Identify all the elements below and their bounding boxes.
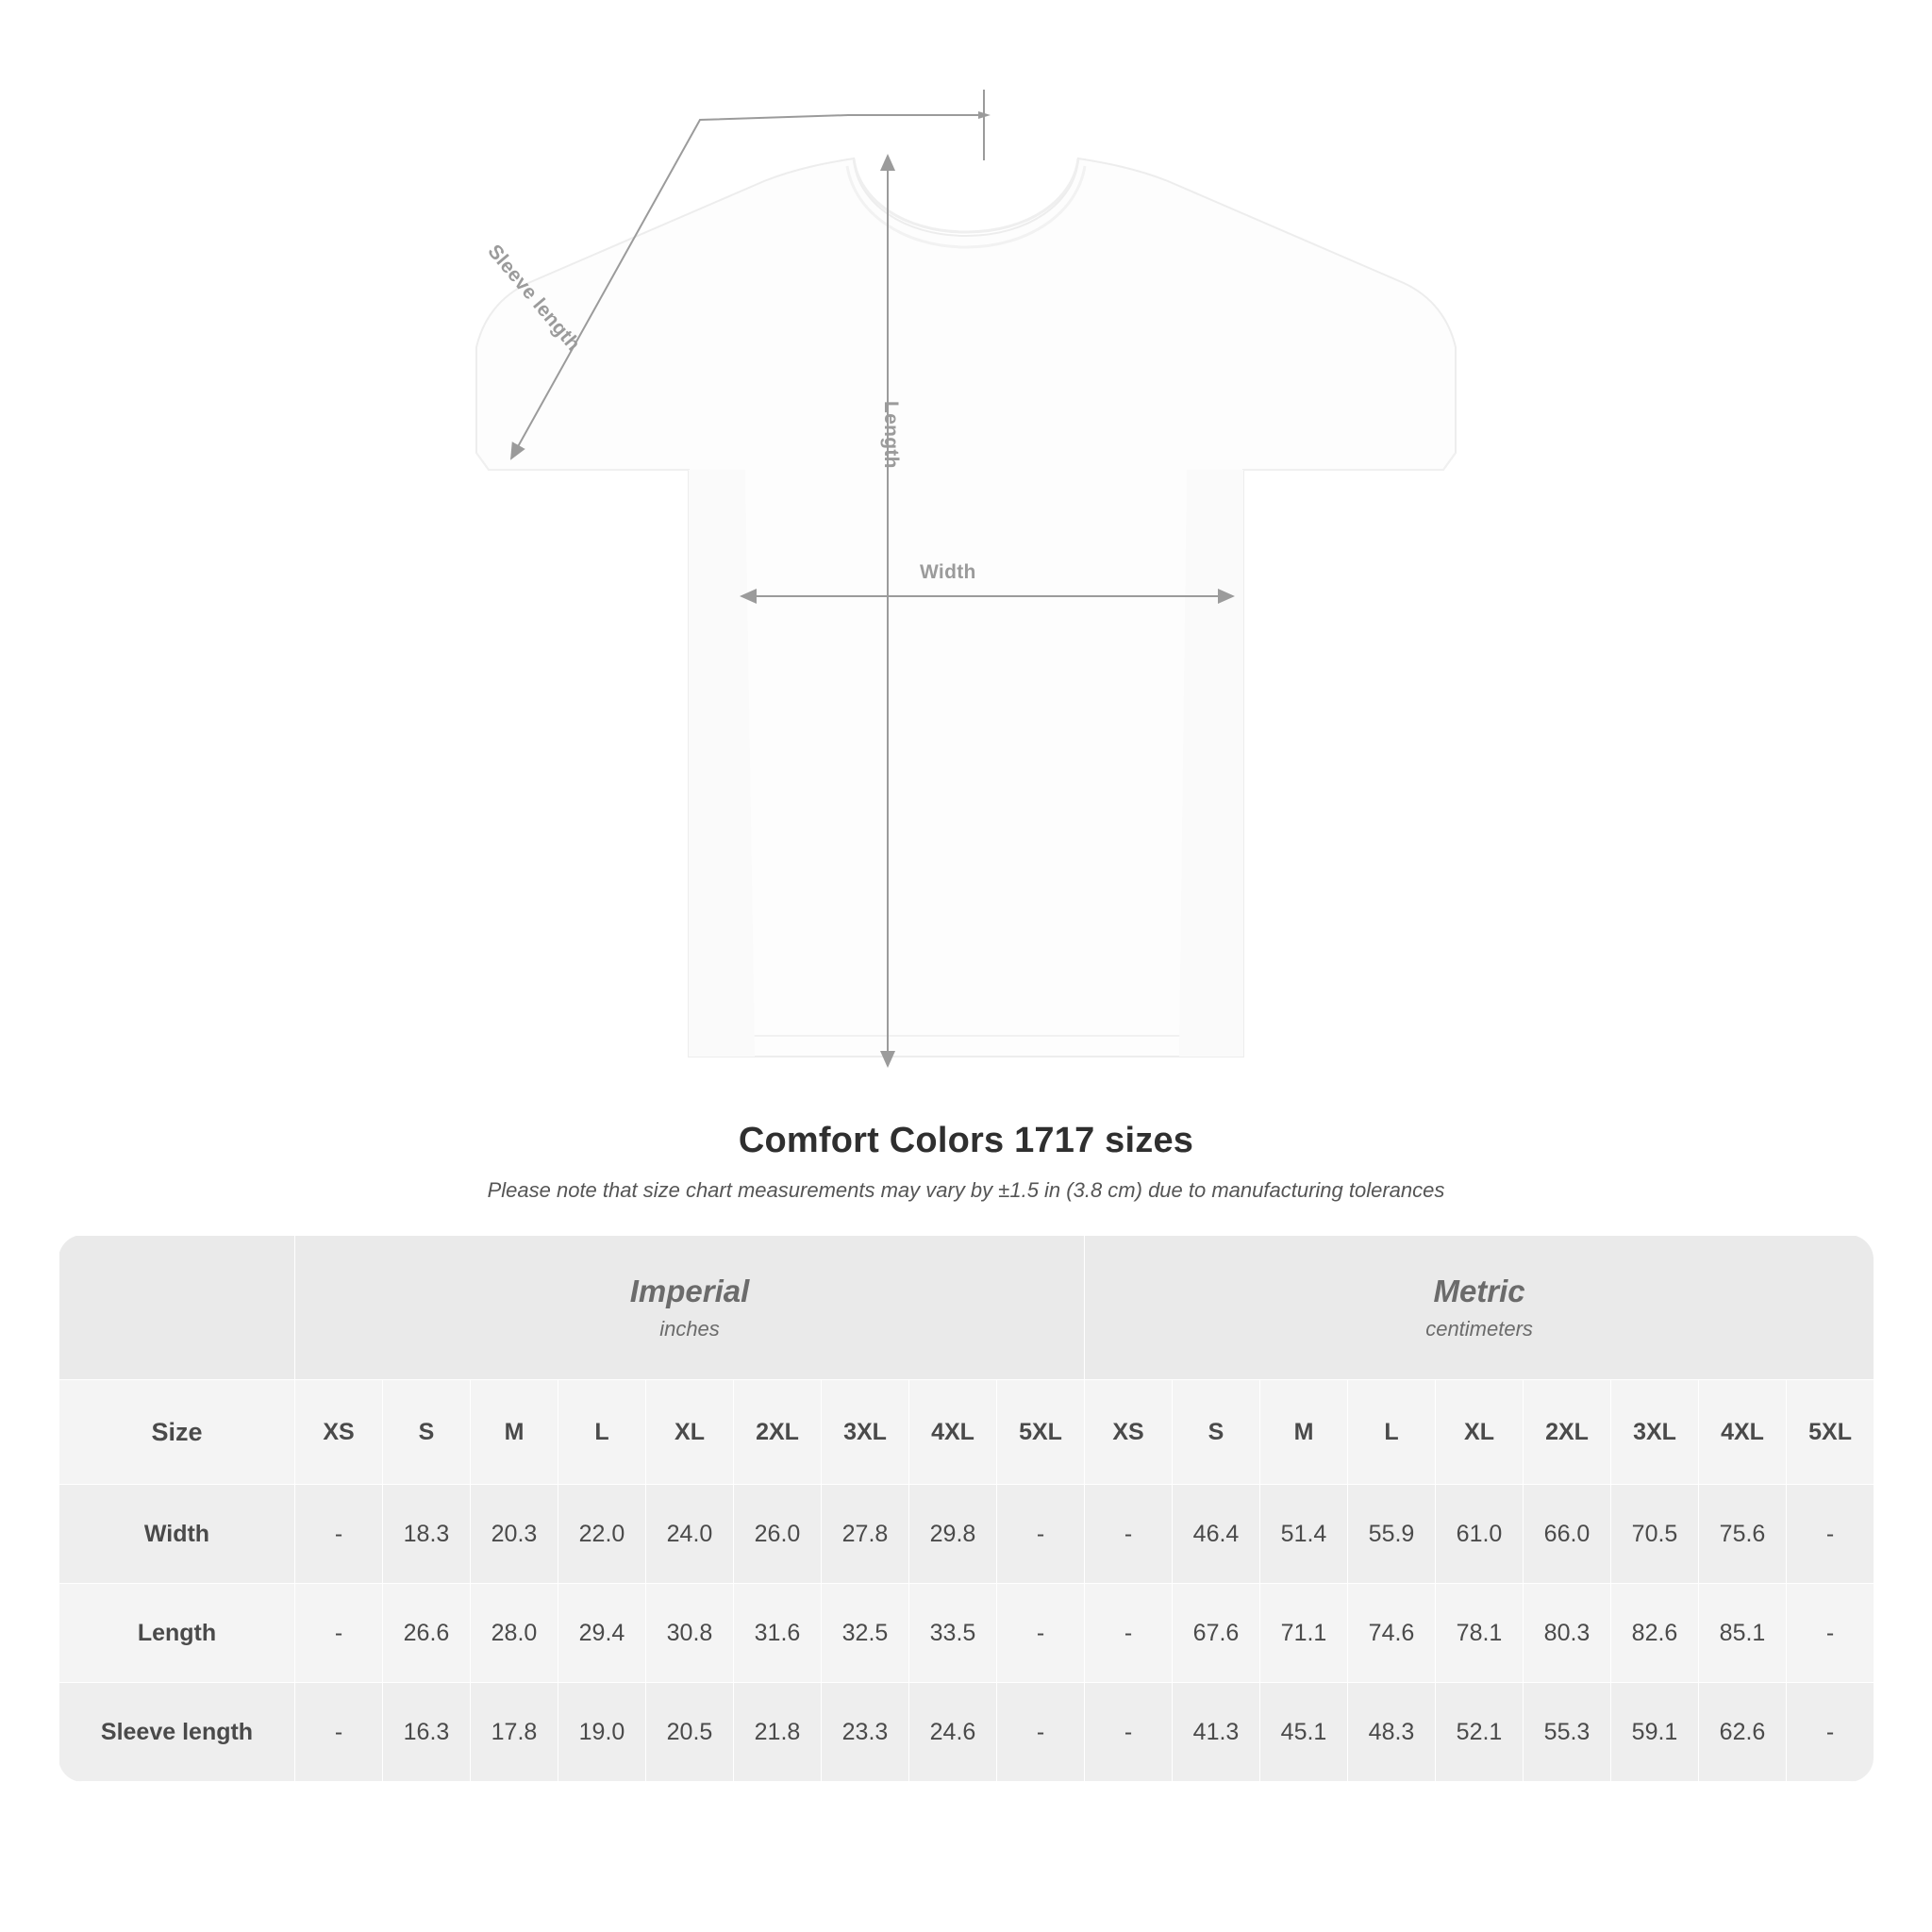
cell-width-metric-s: 46.4: [1173, 1485, 1260, 1584]
cell-width-imperial-xs: -: [295, 1485, 383, 1584]
unit-sub-imperial: inches: [659, 1317, 720, 1341]
cell-sleeve-imperial-xl: 20.5: [646, 1683, 734, 1782]
title-block: [0, 1121, 1932, 1203]
cell-sleeve-imperial-xs: -: [295, 1683, 383, 1782]
cell-sleeve-metric-2xl: 55.3: [1524, 1683, 1611, 1782]
size-header-imperial-2xl: 2XL: [734, 1380, 822, 1485]
size-header-imperial-s: S: [383, 1380, 471, 1485]
unit-sub-metric: centimeters: [1425, 1317, 1533, 1341]
cell-width-metric-m: 51.4: [1260, 1485, 1348, 1584]
cell-width-imperial-m: 20.3: [471, 1485, 558, 1584]
size-row-label: Size: [59, 1380, 295, 1485]
size-table-wrapper: [58, 1235, 1874, 1782]
size-header-metric-5xl: 5XL: [1787, 1380, 1874, 1485]
size-header-metric-xl: XL: [1436, 1380, 1524, 1485]
table-row: [59, 1584, 1874, 1683]
cell-length-metric-2xl: 80.3: [1524, 1584, 1611, 1683]
cell-length-metric-xs: -: [1085, 1584, 1173, 1683]
size-header-metric-s: S: [1173, 1380, 1260, 1485]
size-table: [58, 1235, 1874, 1782]
cell-width-imperial-s: 18.3: [383, 1485, 471, 1584]
cell-length-imperial-l: 29.4: [558, 1584, 646, 1683]
cell-width-metric-l: 55.9: [1348, 1485, 1436, 1584]
cell-width-metric-5xl: -: [1787, 1485, 1874, 1584]
cell-width-metric-4xl: 75.6: [1699, 1485, 1787, 1584]
cell-length-metric-xl: 78.1: [1436, 1584, 1524, 1683]
cell-sleeve-imperial-s: 16.3: [383, 1683, 471, 1782]
cell-sleeve-metric-5xl: -: [1787, 1683, 1874, 1782]
cell-width-imperial-xl: 24.0: [646, 1485, 734, 1584]
cell-width-imperial-5xl: -: [997, 1485, 1085, 1584]
cell-width-imperial-l: 22.0: [558, 1485, 646, 1584]
cell-length-metric-s: 67.6: [1173, 1584, 1260, 1683]
unit-header-metric: [1085, 1236, 1874, 1380]
width-label: Width: [920, 561, 976, 583]
table-row: [59, 1683, 1874, 1782]
cell-length-imperial-xl: 30.8: [646, 1584, 734, 1683]
cell-sleeve-metric-xl: 52.1: [1436, 1683, 1524, 1782]
cell-sleeve-metric-l: 48.3: [1348, 1683, 1436, 1782]
cell-length-metric-m: 71.1: [1260, 1584, 1348, 1683]
tshirt-shape: [476, 158, 1456, 1057]
unit-header-imperial: [295, 1236, 1085, 1380]
cell-sleeve-imperial-5xl: -: [997, 1683, 1085, 1782]
table-corner-cell: [59, 1236, 295, 1380]
cell-length-imperial-2xl: 31.6: [734, 1584, 822, 1683]
cell-length-metric-4xl: 85.1: [1699, 1584, 1787, 1683]
row-label-length: Length: [59, 1584, 295, 1683]
cell-sleeve-imperial-4xl: 24.6: [909, 1683, 997, 1782]
tolerance-note: Please note that size chart measurements may vary by ±1.5 in (3.8 cm) due to manufacturing tolerances: [487, 1178, 1445, 1202]
cell-sleeve-metric-m: 45.1: [1260, 1683, 1348, 1782]
cell-width-metric-xl: 61.0: [1436, 1485, 1524, 1584]
unit-name-imperial: Imperial: [629, 1274, 750, 1308]
cell-sleeve-imperial-2xl: 21.8: [734, 1683, 822, 1782]
cell-width-metric-3xl: 70.5: [1611, 1485, 1699, 1584]
cell-sleeve-imperial-l: 19.0: [558, 1683, 646, 1782]
cell-width-imperial-4xl: 29.8: [909, 1485, 997, 1584]
length-label: Length: [880, 401, 902, 469]
cell-width-metric-2xl: 66.0: [1524, 1485, 1611, 1584]
cell-width-imperial-2xl: 26.0: [734, 1485, 822, 1584]
cell-length-imperial-5xl: -: [997, 1584, 1085, 1683]
size-header-imperial-xs: XS: [295, 1380, 383, 1485]
size-header-metric-2xl: 2XL: [1524, 1380, 1611, 1485]
cell-sleeve-imperial-3xl: 23.3: [822, 1683, 909, 1782]
cell-length-metric-3xl: 82.6: [1611, 1584, 1699, 1683]
page-title: Comfort Colors 1717 sizes: [738, 1121, 1194, 1160]
size-header-metric-m: M: [1260, 1380, 1348, 1485]
cell-length-imperial-m: 28.0: [471, 1584, 558, 1683]
table-row: [59, 1485, 1874, 1584]
cell-width-imperial-3xl: 27.8: [822, 1485, 909, 1584]
size-header-metric-4xl: 4XL: [1699, 1380, 1787, 1485]
size-header-metric-l: L: [1348, 1380, 1436, 1485]
size-header-metric-xs: XS: [1085, 1380, 1173, 1485]
cell-length-metric-5xl: -: [1787, 1584, 1874, 1683]
cell-sleeve-metric-3xl: 59.1: [1611, 1683, 1699, 1782]
size-header-imperial-xl: XL: [646, 1380, 734, 1485]
size-header-row: [59, 1380, 1874, 1485]
cell-length-imperial-xs: -: [295, 1584, 383, 1683]
cell-length-imperial-s: 26.6: [383, 1584, 471, 1683]
cell-length-metric-l: 74.6: [1348, 1584, 1436, 1683]
unit-name-metric: Metric: [1433, 1274, 1525, 1308]
sleeve-length-label: Sleeve length: [483, 241, 585, 356]
size-header-imperial-m: M: [471, 1380, 558, 1485]
size-header-metric-3xl: 3XL: [1611, 1380, 1699, 1485]
size-header-imperial-l: L: [558, 1380, 646, 1485]
size-header-imperial-3xl: 3XL: [822, 1380, 909, 1485]
size-header-imperial-4xl: 4XL: [909, 1380, 997, 1485]
row-label-width: Width: [59, 1485, 295, 1584]
cell-sleeve-metric-4xl: 62.6: [1699, 1683, 1787, 1782]
cell-sleeve-metric-xs: -: [1085, 1683, 1173, 1782]
cell-sleeve-imperial-m: 17.8: [471, 1683, 558, 1782]
size-header-imperial-5xl: 5XL: [997, 1380, 1085, 1485]
cell-sleeve-metric-s: 41.3: [1173, 1683, 1260, 1782]
cell-length-imperial-3xl: 32.5: [822, 1584, 909, 1683]
unit-header-row: [59, 1236, 1874, 1380]
cell-length-imperial-4xl: 33.5: [909, 1584, 997, 1683]
cell-width-metric-xs: -: [1085, 1485, 1173, 1584]
row-label-sleeve-length: Sleeve length: [59, 1683, 295, 1782]
